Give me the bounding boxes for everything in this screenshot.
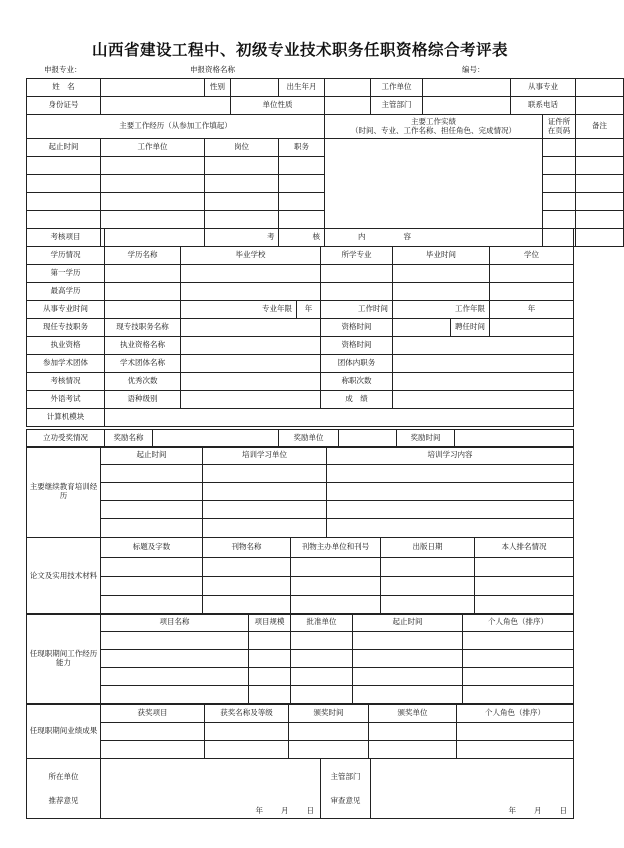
honor-row	[27, 741, 574, 759]
birth-field[interactable]	[325, 79, 371, 97]
papers-col-rank: 本人排名情况	[475, 538, 574, 558]
competent-count-field[interactable]	[393, 373, 574, 391]
training-label: 主要继续教育培训经历	[27, 447, 101, 538]
declared-major-label: 申报专业：	[44, 65, 82, 74]
unit-recommend-label: 所在单位 推荐意见	[27, 759, 101, 819]
society-post-label: 团体内职务	[321, 355, 393, 373]
computer-label: 计算机模块	[27, 409, 105, 427]
honors-col-role: 个人角色（排序）	[457, 705, 574, 723]
excellent-count-field[interactable]	[181, 373, 321, 391]
first-degree-label: 第一学历	[27, 265, 105, 283]
dept-audit-field[interactable]: 年 月 日	[371, 759, 574, 819]
practice-name-label: 执业资格名称	[105, 337, 181, 355]
hire-time-field[interactable]	[490, 319, 574, 337]
honors-table	[26, 704, 574, 759]
award-unit-field[interactable]	[339, 430, 397, 448]
society-label: 参加学术团体	[27, 355, 105, 373]
papers-table	[26, 537, 574, 615]
edu-col-grad-time: 毕业时间	[393, 247, 490, 265]
award-name-field[interactable]	[153, 430, 279, 448]
service-years-unit: 年	[297, 301, 321, 319]
honors-col-project: 获奖项目	[101, 705, 205, 723]
authority-field[interactable]	[423, 97, 511, 115]
service-years-label: 专业年限	[181, 301, 297, 319]
service-time-field[interactable]	[105, 301, 181, 319]
award-unit-label: 奖励单位	[279, 430, 339, 448]
birth-label: 出生年月	[279, 79, 325, 97]
name-field[interactable]	[101, 79, 205, 97]
project-row	[27, 632, 574, 650]
remarks-cell[interactable]	[576, 139, 624, 157]
id-card-label: 身份证号	[27, 97, 101, 115]
work-years-unit: 年	[490, 301, 574, 319]
unit-nature-label: 单位性质	[231, 97, 325, 115]
name-label: 姓 名	[27, 79, 101, 97]
training-col-unit: 培训学习单位	[203, 447, 327, 465]
practice-name-field[interactable]	[181, 337, 321, 355]
competent-count-label: 称职次数	[321, 373, 393, 391]
form-upper-table	[26, 78, 624, 247]
training-row	[27, 483, 574, 501]
projects-col-period: 起止时间	[353, 614, 463, 632]
projects-col-name: 项目名称	[101, 614, 249, 632]
training-col-content: 培训学习内容	[327, 447, 574, 465]
papers-col-title: 标题及字数	[101, 538, 203, 558]
computer-field[interactable]	[105, 409, 574, 427]
awards-label: 立功受奖情况	[27, 430, 105, 448]
education-label: 学历情况	[27, 247, 105, 265]
papers-col-journal: 刊物名称	[203, 538, 291, 558]
award-name-label: 奖励名称	[105, 430, 153, 448]
cert-page-header: 证件所 在页码	[543, 115, 576, 139]
edu-col-school: 毕业学校	[181, 247, 321, 265]
honors-col-award: 获奖名称及等级	[205, 705, 289, 723]
lang-level-field[interactable]	[181, 391, 321, 409]
project-row	[27, 686, 574, 704]
authority-label: 主管部门	[371, 97, 423, 115]
gender-label: 性别	[205, 79, 231, 97]
cert-page-cell[interactable]	[543, 139, 576, 157]
edu-col-name: 学历名称	[105, 247, 181, 265]
employer-label: 工作单位	[371, 79, 423, 97]
remarks-header: 备注	[576, 115, 624, 139]
major-field[interactable]	[576, 79, 624, 97]
training-col-period: 起止时间	[101, 447, 203, 465]
society-name-label: 学术团体名称	[105, 355, 181, 373]
papers-col-publisher: 刊物主办单位和刊号	[291, 538, 381, 558]
gender-field[interactable]	[231, 79, 279, 97]
unit-recommend-field[interactable]: 年 月 日	[101, 759, 321, 819]
id-card-field[interactable]	[101, 97, 231, 115]
paper-row	[27, 596, 574, 615]
resume-col-duty: 职务	[279, 139, 325, 157]
projects-col-approver: 批准单位	[291, 614, 353, 632]
practice-time-label: 资格时间	[321, 337, 393, 355]
work-years-label: 工作年限	[393, 301, 490, 319]
form-middle-table	[26, 228, 574, 427]
declared-title-label: 申报资格名称	[190, 65, 235, 74]
review-item-label: 考核项目	[27, 229, 105, 247]
edu-col-major: 所学专业	[321, 247, 393, 265]
practice-label: 执业资格	[27, 337, 105, 355]
cur-title-name-label: 现专技职务名称	[105, 319, 181, 337]
cur-title-name-field[interactable]	[181, 319, 321, 337]
project-row	[27, 668, 574, 686]
score-label: 成 绩	[321, 391, 393, 409]
projects-col-scale: 项目规模	[249, 614, 291, 632]
hire-time-label: 聘任时间	[451, 319, 490, 337]
resume-col-period: 起止时间	[27, 139, 101, 157]
projects-col-role: 个人角色（排序）	[463, 614, 574, 632]
society-name-field[interactable]	[181, 355, 321, 373]
honor-row	[27, 723, 574, 741]
honors-col-time: 颁奖时间	[289, 705, 369, 723]
form-number-label: 编号：	[462, 65, 485, 74]
society-post-field[interactable]	[393, 355, 574, 373]
employer-field[interactable]	[423, 79, 511, 97]
honors-label: 任现职期间业绩成果	[27, 705, 101, 759]
qual-time-field[interactable]	[393, 319, 451, 337]
paper-row	[27, 577, 574, 596]
foreign-label: 外语考试	[27, 391, 105, 409]
papers-col-date: 出版日期	[381, 538, 475, 558]
resume-col-post: 岗位	[205, 139, 279, 157]
resume-col-employer: 工作单位	[101, 139, 205, 157]
resume-header: 主要工作经历（从参加工作填起）	[27, 115, 325, 139]
service-time-label: 从事专业时间	[27, 301, 105, 319]
project-row	[27, 650, 574, 668]
major-label: 从事专业	[511, 79, 576, 97]
work-time-label: 工作时间	[321, 301, 393, 319]
achievements-header: 主要工作实绩 （时间、专业、工作名称、担任角色、完成情况）	[325, 115, 543, 139]
papers-label: 论文及实用技术材料	[27, 538, 101, 615]
training-table	[26, 446, 574, 538]
practice-time-field[interactable]	[393, 337, 574, 355]
edu-col-degree: 学位	[490, 247, 574, 265]
phone-label: 联系电话	[511, 97, 576, 115]
honors-col-unit: 颁奖单位	[369, 705, 457, 723]
paper-row	[27, 558, 574, 577]
review-content-label: 考核内容	[105, 229, 574, 247]
training-row	[27, 501, 574, 519]
qual-time-label: 资格时间	[321, 319, 393, 337]
excellent-count-label: 优秀次数	[105, 373, 181, 391]
projects-label: 任现职期间工作经历能力	[27, 614, 101, 704]
score-field[interactable]	[393, 391, 574, 409]
award-time-label: 奖励时间	[397, 430, 455, 448]
assessment-label: 考核情况	[27, 373, 105, 391]
form-title: 山西省建设工程中、初级专业技术职务任职资格综合考评表	[91, 40, 508, 59]
award-time-field[interactable]	[455, 430, 574, 448]
signature-table	[26, 758, 574, 819]
unit-nature-field[interactable]	[325, 97, 371, 115]
projects-table	[26, 613, 574, 704]
training-row	[27, 465, 574, 483]
highest-degree-label: 最高学历	[27, 283, 105, 301]
dept-audit-label: 主管部门 审查意见	[321, 759, 371, 819]
cur-title-label: 现任专技职务	[27, 319, 105, 337]
phone-field[interactable]	[576, 97, 624, 115]
training-row	[27, 519, 574, 538]
lang-level-label: 语种级别	[105, 391, 181, 409]
